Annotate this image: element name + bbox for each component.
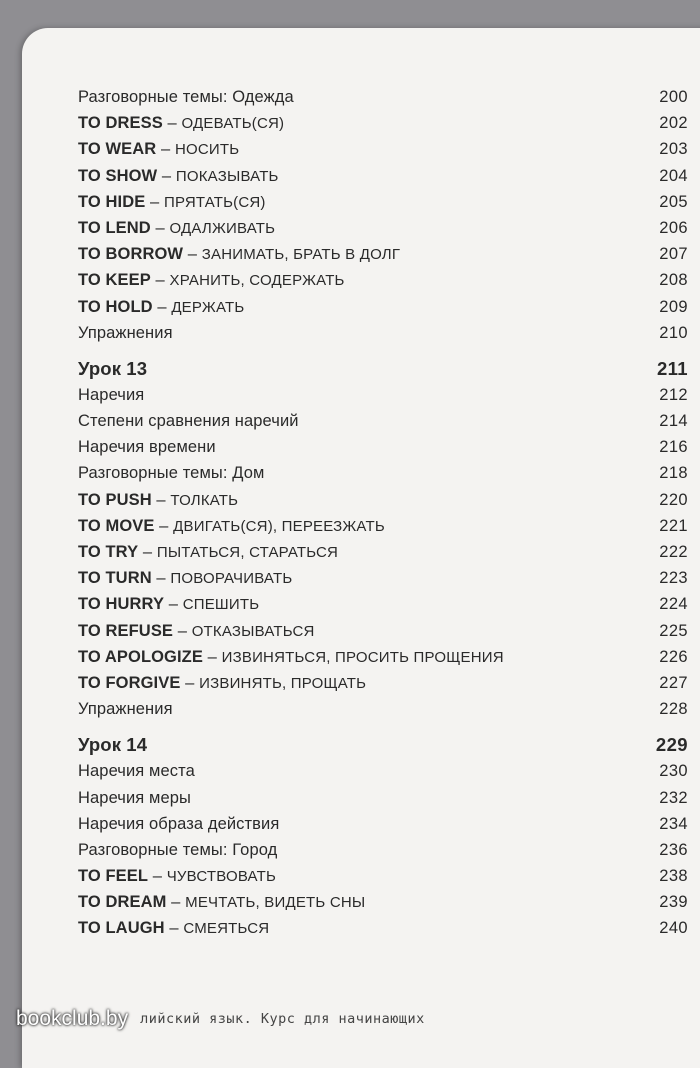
- toc-entry-title: Разговорные темы: Дом: [78, 464, 265, 483]
- dash-separator: –: [148, 867, 167, 886]
- verb-translation: МЕЧТАТЬ, ВИДЕТЬ СНЫ: [185, 894, 366, 912]
- toc-entry: [78, 811, 688, 837]
- toc-entry-title: Наречия: [78, 385, 145, 404]
- toc-entry-title: [78, 189, 266, 216]
- page-number: 210: [659, 323, 688, 342]
- toc-entry: [78, 591, 688, 617]
- page-number: 200: [659, 88, 688, 106]
- lesson-title: Урок 14: [78, 734, 148, 756]
- page-number: 222: [659, 543, 688, 561]
- toc-entry: [78, 915, 688, 941]
- page-number: 223: [659, 569, 688, 588]
- verb-translation: ОДАЛЖИВАТЬ: [169, 219, 276, 237]
- verb-label: TO LAUGH: [78, 919, 165, 938]
- verb-label: TO PUSH: [78, 490, 152, 509]
- toc-entry: [78, 618, 688, 644]
- verb-translation: ПЫТАТЬСЯ, СТАРАТЬСЯ: [156, 544, 339, 561]
- toc-entry-title: Разговорные темы: Город: [78, 840, 278, 859]
- lesson-title: Урок 13: [78, 357, 148, 379]
- page-number: 220: [659, 490, 688, 509]
- toc-entry: [78, 163, 688, 189]
- verb-translation: СМЕЯТЬСЯ: [183, 920, 270, 938]
- dash-separator: –: [151, 569, 171, 588]
- page-number: 232: [659, 788, 688, 807]
- page-number: 236: [659, 840, 688, 859]
- page-number: 221: [659, 516, 688, 535]
- toc-entry: [78, 670, 688, 696]
- dash-separator: –: [156, 140, 175, 159]
- toc-entry-title: [78, 644, 504, 671]
- toc-entry: [78, 110, 688, 136]
- page-footer: [12, 1004, 425, 1034]
- toc-entry-title: [78, 241, 400, 268]
- page-number: 208: [659, 271, 688, 290]
- verb-translation: НОСИТЬ: [174, 141, 240, 159]
- toc-entry-title: Наречия места: [78, 762, 195, 781]
- dash-separator: –: [157, 166, 176, 185]
- verb-label: TO KEEP: [78, 271, 151, 290]
- verb-label: TO REFUSE: [78, 621, 174, 640]
- toc-entry: [78, 320, 688, 346]
- page-number: 202: [659, 114, 688, 133]
- page-number: 203: [659, 140, 688, 159]
- verb-label: TO HURRY: [78, 595, 165, 614]
- toc-entry-title: [78, 889, 365, 916]
- toc-entry-title: Степени сравнения наречий: [78, 412, 299, 431]
- page-number: 214: [659, 412, 688, 431]
- verb-label: TO LEND: [78, 218, 151, 237]
- page-number: 212: [659, 385, 688, 404]
- dash-separator: –: [164, 919, 184, 938]
- verb-translation: ЧУВСТВОВАТЬ: [166, 868, 276, 886]
- page-number: 228: [659, 700, 688, 719]
- toc-entry-title: [78, 670, 366, 697]
- toc-entry: [78, 889, 688, 915]
- page-number: 234: [659, 814, 688, 833]
- verb-label: TO DREAM: [78, 893, 167, 912]
- table-of-contents: [78, 84, 688, 942]
- toc-entry-title: [78, 915, 269, 942]
- verb-label: TO FORGIVE: [78, 673, 181, 692]
- toc-entry: [78, 294, 688, 320]
- dash-separator: –: [138, 543, 157, 561]
- toc-entry-title: [78, 539, 338, 566]
- toc-entry-title: [78, 565, 292, 592]
- toc-entry-title: Наречия образа действия: [78, 814, 280, 833]
- toc-entry: [78, 382, 688, 408]
- verb-label: TO MOVE: [78, 516, 155, 535]
- page-number: 225: [659, 621, 688, 640]
- page-number: 216: [659, 438, 688, 457]
- verb-translation: ХРАНИТЬ, СОДЕРЖАТЬ: [169, 272, 345, 290]
- page-number: 205: [659, 192, 688, 211]
- dash-separator: –: [162, 114, 182, 133]
- dash-separator: –: [173, 621, 192, 640]
- toc-entry-title: Разговорные темы: Одежда: [78, 88, 294, 106]
- lesson-heading-row: [78, 732, 688, 758]
- toc-entry: [78, 863, 688, 889]
- verb-translation: ПОКАЗЫВАТЬ: [175, 167, 279, 185]
- page-number: 218: [659, 464, 688, 483]
- toc-entry: [78, 539, 688, 565]
- toc-entry-title: [78, 591, 259, 618]
- toc-entry: [78, 758, 688, 784]
- page-number: 224: [659, 595, 688, 614]
- verb-label: TO BORROW: [78, 245, 184, 264]
- toc-entry: [78, 215, 688, 241]
- verb-label: TO HIDE: [78, 192, 146, 211]
- page-number: 204: [659, 166, 688, 185]
- dash-separator: –: [150, 271, 170, 290]
- verb-label: TO DRESS: [78, 114, 163, 133]
- toc-entry-title: [78, 294, 244, 321]
- verb-label: TO SHOW: [78, 166, 158, 185]
- page-number: 211: [656, 357, 688, 379]
- toc-entry-title: [78, 163, 279, 190]
- page-number: 240: [659, 919, 688, 938]
- watermark-logo: bookclub.by: [16, 1007, 129, 1030]
- verb-translation: ДВИГАТЬ(СЯ), ПЕРЕЕЗЖАТЬ: [173, 517, 385, 535]
- running-footer-text: лийский язык. Курс для начинающих: [140, 1011, 425, 1027]
- dash-separator: –: [145, 192, 164, 211]
- toc-entry-title: [78, 513, 385, 540]
- verb-label: TO TRY: [78, 543, 139, 561]
- page-number: 206: [659, 218, 688, 237]
- toc-entry-title: [78, 136, 239, 163]
- verb-translation: ТОЛКАТЬ: [170, 491, 239, 509]
- page-number: 207: [659, 245, 688, 264]
- toc-entry-title: Наречия времени: [78, 438, 216, 457]
- page-number: 226: [659, 647, 688, 666]
- toc-entry-title: [78, 618, 315, 645]
- dash-separator: –: [166, 893, 186, 912]
- toc-entry: [78, 696, 688, 722]
- verb-label: TO APOLOGIZE: [78, 647, 203, 666]
- verb-translation: ИЗВИНЯТЬСЯ, ПРОСИТЬ ПРОЩЕНИЯ: [221, 648, 504, 666]
- toc-entry: [78, 434, 688, 460]
- toc-entry-title: Упражнения: [78, 700, 173, 719]
- verb-label: TO WEAR: [78, 140, 157, 159]
- verb-translation: ЗАНИМАТЬ, БРАТЬ В ДОЛГ: [201, 246, 401, 264]
- toc-entry-title: Наречия меры: [78, 788, 191, 807]
- dash-separator: –: [152, 297, 172, 316]
- lesson-heading-row: [78, 356, 688, 382]
- verb-translation: ОТКАЗЫВАТЬСЯ: [191, 622, 315, 640]
- toc-entry: [78, 241, 688, 267]
- verb-translation: ПРЯТАТЬ(СЯ): [163, 193, 266, 211]
- dash-separator: –: [180, 673, 200, 692]
- toc-entry: [78, 84, 688, 110]
- verb-translation: ПОВОРАЧИВАТЬ: [170, 570, 293, 588]
- verb-label: TO HOLD: [78, 297, 153, 316]
- toc-entry: [78, 136, 688, 162]
- toc-entry-title: [78, 110, 284, 137]
- dash-separator: –: [151, 490, 171, 509]
- toc-entry: [78, 565, 688, 591]
- toc-entry-title: [78, 487, 238, 514]
- toc-entry-title: [78, 215, 275, 242]
- page-number: 209: [659, 297, 688, 316]
- dash-separator: –: [150, 218, 170, 237]
- verb-translation: ОДЕВАТЬ(СЯ): [181, 115, 285, 133]
- dash-separator: –: [202, 647, 222, 666]
- verb-label: TO FEEL: [78, 867, 149, 886]
- verb-translation: СПЕШИТЬ: [182, 596, 260, 614]
- page-number: 230: [659, 762, 688, 781]
- toc-entry: [78, 487, 688, 513]
- dash-separator: –: [183, 245, 202, 264]
- toc-entry-title: [78, 267, 345, 294]
- toc-entry: [78, 785, 688, 811]
- page-number: 238: [659, 867, 688, 886]
- page-number: 239: [659, 893, 688, 912]
- toc-entry-title: [78, 863, 276, 890]
- verb-translation: ИЗВИНЯТЬ, ПРОЩАТЬ: [199, 674, 367, 692]
- dash-separator: –: [154, 516, 174, 535]
- toc-entry: [78, 189, 688, 215]
- verb-translation: ДЕРЖАТЬ: [171, 298, 245, 316]
- toc-entry: [78, 644, 688, 670]
- toc-entry-title: Упражнения: [78, 323, 173, 342]
- page-number: 229: [655, 734, 688, 756]
- toc-entry: [78, 513, 688, 539]
- toc-entry: [78, 267, 688, 293]
- page-number: 227: [659, 673, 688, 692]
- verb-label: TO TURN: [78, 569, 152, 588]
- toc-entry: [78, 408, 688, 434]
- toc-entry: [78, 460, 688, 486]
- dash-separator: –: [164, 595, 183, 614]
- toc-entry: [78, 837, 688, 863]
